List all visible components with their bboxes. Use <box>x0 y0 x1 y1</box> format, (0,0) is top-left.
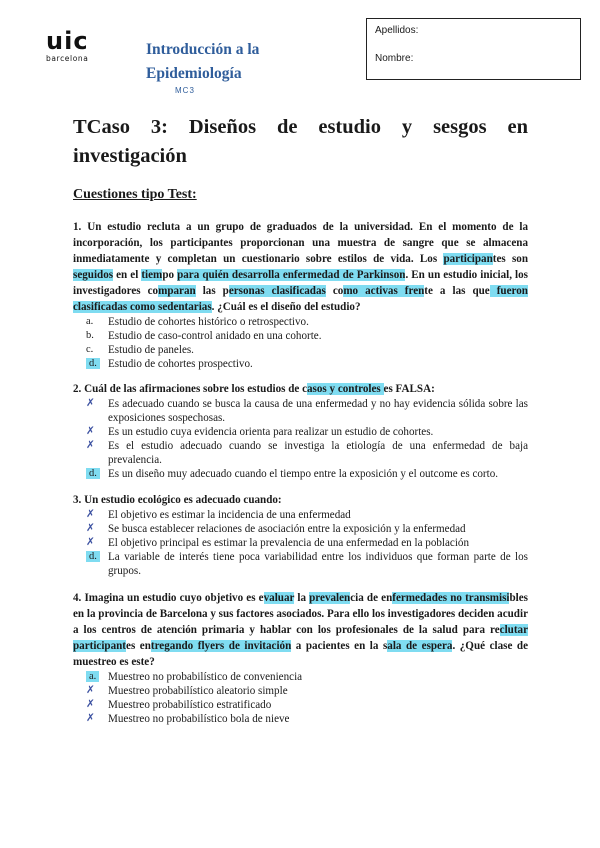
option-row[interactable]: b. Estudio de caso-control anidado en una cohorte. <box>86 330 322 342</box>
question-3-options <box>73 508 528 578</box>
option-row-crossed[interactable]: ✗ Es adecuado cuando se busca la causa de una enfermedad y no hay evidencia sólida sobre las exposiciones sospechosas. <box>86 397 528 424</box>
option-row-crossed[interactable]: ✗ Se busca establecer relaciones de asociación entre la exposición y la enfermedad <box>86 522 466 535</box>
option-row[interactable]: a. Estudio de cohortes histórico o retrospectivo. <box>86 316 309 328</box>
selected-answer-marker: d. <box>86 358 100 369</box>
logo-mark: uic <box>46 27 89 55</box>
cross-mark-icon: ✗ <box>86 536 95 548</box>
cross-mark-icon: ✗ <box>86 712 95 724</box>
section-heading: Cuestiones tipo Test: <box>73 187 197 202</box>
question-2-stem: 2. Cuál de las afirmaciones sobre los estudios de casos y controles es FALSA: <box>73 383 435 395</box>
course-title <box>146 38 259 86</box>
apellidos-field: Apellidos: <box>375 25 419 36</box>
selected-answer-marker: d. <box>86 468 100 479</box>
selected-answer-marker: d. <box>86 551 100 562</box>
course-code: MC3 <box>175 86 195 95</box>
course-title-line1: Introducción a la <box>146 41 260 58</box>
cross-mark-icon: ✗ <box>86 425 95 437</box>
question-3-stem: 3. Un estudio ecológico es adecuado cuando: <box>73 494 282 506</box>
cross-mark-icon: ✗ <box>86 522 95 534</box>
nombre-field: Nombre: <box>375 53 414 64</box>
option-row-crossed[interactable]: ✗ Muestreo probabilístico estratificado <box>86 698 272 711</box>
question-4-options <box>73 670 528 726</box>
question-2-options <box>73 397 528 481</box>
question-1-stem: 1. Un estudio recluta a un grupo de graduados de la universidad. En el momento de la incorporación, los participantes proporcionan una muestra de sangre que se almacena inmediatamente y completan un cuestionario sobre estilos de vida. Los participantes son seguidos en el tiempo para quién desarrolla enfermedad de Parkinson. En un estudio inicial, los investigadores comparan las personas clasificadas como activas frente a las que fueron clasificadas como sedentarias. ¿Cuál es el diseño del estudio? <box>73 221 528 313</box>
case-title: TCaso 3: Diseños de estudio y sesgos en investigación <box>73 116 528 167</box>
cross-mark-icon: ✗ <box>86 698 95 710</box>
cross-mark-icon: ✗ <box>86 508 95 520</box>
logo-subtitle: barcelona <box>46 54 89 63</box>
option-row-selected[interactable]: d. La variable de interés tiene poca variabilidad entre los individuos que forman parte de los grupos. <box>73 550 528 578</box>
option-row-crossed[interactable]: ✗ Es un estudio cuya evidencia orienta para realizar un estudio de cohortes. <box>86 425 434 438</box>
option-row-selected[interactable]: d. Es un diseño muy adecuado cuando el tiempo entre la exposición y el outcome es corto. <box>73 467 528 481</box>
question-4-stem: 4. Imagina un estudio cuyo objetivo es evaluar la prevalencia de enfermedades no transmisibles en la provincia de Barcelona y sus factores asociados. Para ello los investigadores deciden acudir a los centros de atención primaria y hablar con los profesionales de la salud para reclutar participantes entregando flyers de invitación a pacientes en la sala de espera. ¿Qué clase de muestreo es este? <box>73 592 528 668</box>
cross-mark-icon: ✗ <box>86 684 95 696</box>
option-row-crossed[interactable]: ✗ El objetivo principal es estimar la prevalencia de una enfermedad en la población <box>86 536 470 549</box>
option-row-crossed[interactable]: ✗ Muestreo probabilístico aleatorio simple <box>86 684 288 697</box>
student-info-box <box>366 18 581 80</box>
option-row-crossed[interactable]: ✗ Muestreo no probabilístico bola de nieve <box>86 712 290 725</box>
cross-mark-icon: ✗ <box>86 439 95 451</box>
cross-mark-icon: ✗ <box>86 397 95 409</box>
option-row-crossed[interactable]: ✗ Es el estudio adecuado cuando se investiga la etiología de una enfermedad de baja prevalencia. <box>86 439 528 466</box>
option-row-crossed[interactable]: ✗ El objetivo es estimar la incidencia de una enfermedad <box>86 508 351 521</box>
selected-answer-marker: a. <box>86 671 99 682</box>
option-row[interactable]: c. Estudio de paneles. <box>86 344 194 356</box>
option-row-selected[interactable]: a. Muestreo no probabilístico de conveniencia <box>73 670 528 684</box>
course-title-line2: Epidemiología <box>146 65 242 82</box>
uic-logo <box>46 27 104 63</box>
option-row-selected[interactable]: d. Estudio de cohortes prospectivo. <box>73 357 528 371</box>
question-1-options <box>73 315 528 371</box>
